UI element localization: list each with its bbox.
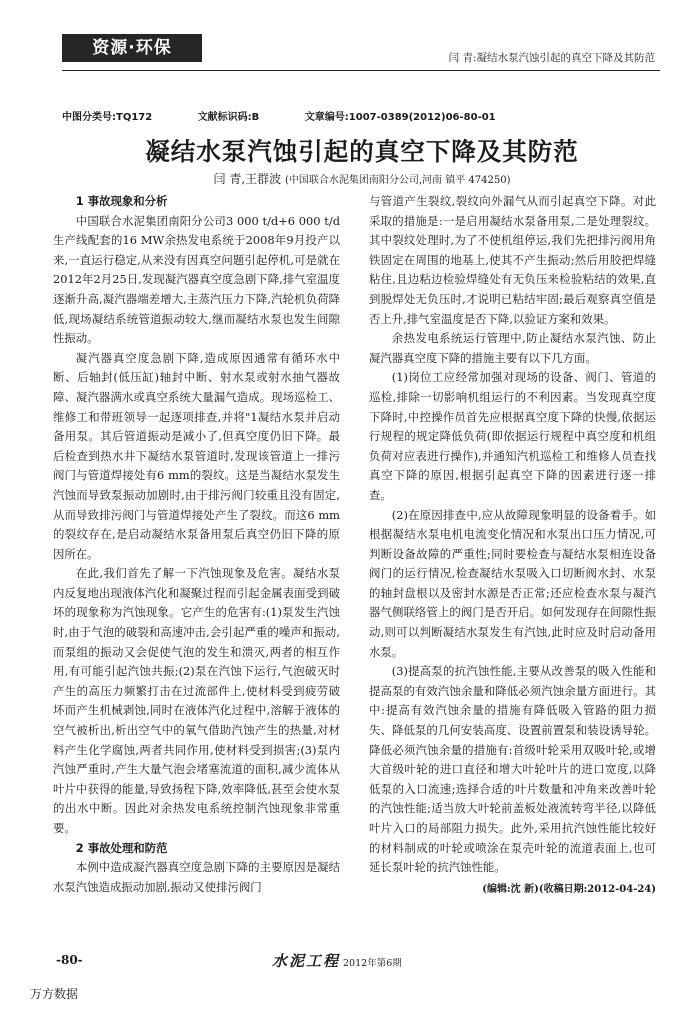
article-title: 凝结水泵汽蚀引起的真空下降及其防范 [145, 137, 579, 166]
paragraph: (1)岗位工应经常加强对现场的设备、阀门、管道的巡检,排除一切影响机组运行的不利因素。当发现真空度下降时,中控操作员首先应根据真空度下降的快慢,依据运行规程的规定降低负荷(即依据运行规程中真空度和机组负荷对应表进行操作),并通知汽机巡检工和维修人员查找真空下降的原因,根据引起真空下降的因素进行逐一排查。 [369, 370, 656, 502]
article-number: 文章编号:1007-0389(2012)06-80-01 [304, 112, 496, 123]
running-title: 闫 青:凝结水泵汽蚀引起的真空下降及其防范 [448, 52, 655, 64]
document-code: 文献标识码:B [197, 112, 260, 123]
paragraph: 在此,我们首先了解一下汽蚀现象及危害。凝结水泵内反复地出现液体汽化和凝聚过程而引起金属表面受到破坏的现象称为汽蚀现象。它产生的危害有:(1)泵发生汽蚀时,由于气泡的破裂和高速冲击,会引起严重的噪声和振动,而泵组的振动又会促使气泡的发生和溃灭,两者的相互作用,有可能引起汽蚀共振;(2)泵在汽蚀下运行,气泡破灭时产生的高压力频繁打击在过流部件上,使材料受到疲劳破坏而产生机械剥蚀,同时在液体汽化过程中,溶解于液体的空气被析出,析出空气中的氧气借助汽蚀产生的热量,对材料产生化学腐蚀,两者共同作用,使材料受到损害;(3)泵内汽蚀严重时,产生大量气泡会堵塞流道的面积,减少流体从叶片中获得的能量,导致扬程下降,效率降低,甚至会使水泵的出水中断。因此对余热发电系统控制汽蚀现象非常重要。 [53, 566, 340, 835]
section-2-heading: 2 事故处理和防范 [75, 840, 168, 855]
author-affiliation: (中国联合水泥集团南阳分公司,河南 镇平 474250) [284, 175, 511, 186]
paragraph: 凝汽器真空度急剧下降,造成原因通常有循环水中断、后轴封(低压缸)轴封中断、射水泵或射水抽气器故障、凝汽器满水或真空系统大量漏气造成。现场巡检工、维修工和带班领导一起逐项排查,并将"1凝结水泵并启动备用泵。其后管道振动是减小了,但真空度仍旧下降。最后检查到热水井下凝结水泵管道时,发现该管道上一排污阀门与管道焊接处有6 mm的裂纹。这是当凝结水泵发生汽蚀而导致泵振动加剧时,由于排污阀门较重且没有固定,从而导致排污阀门与管道焊接处产生了裂纹。而这6 mm的裂纹存在,是启动凝结水泵备用泵后真空仍旧下降的原因所在。 [53, 350, 340, 561]
paragraph: 本例中造成凝汽器真空度急剧下降的主要原因是凝结水泵汽蚀造成振动加剧,振动又使排污阀门 [53, 860, 340, 894]
author-names: 闫 青,王群波 [213, 172, 282, 186]
paragraph: 与管道产生裂纹,裂纹向外漏气从而引起真空下降。对此采取的措施是:一是启用凝结水泵备用泵,二是处理裂纹。其中裂纹处理时,为了不使机组停运,我们先把排污阀用角铁固定在周围的地基上,使其不产生振动;然后用胶把焊缝粘住,且边粘边检验焊缝处有无负压来检验粘结的效果,直到脱焊处无负压时,才说明已粘结牢固;最后观察真空值是否上升,排气室温度是否下降,以验证方案和效果。 [369, 194, 656, 326]
paragraph: 中国联合水泥集团南阳分公司3 000 t/d+6 000 t/d生产线配套的16 MW余热发电系统于2008年9月投产以来,一直运行稳定,从来没有因真空问题引起停机,可是就在2012年2月25日,发现凝汽器真空度急剧下降,排气室温度逐渐升高,凝汽器端差增大,主蒸汽压力下降,汽轮机负荷降低,现场凝结系统管道振动较大,继而凝结水泵也发生间隙性振动。 [53, 213, 340, 346]
author-line [62, 170, 662, 187]
section-tag: 资源·环保 [62, 34, 202, 62]
journal-name: 水泥工程 [272, 952, 341, 970]
page-number: -80- [56, 953, 83, 967]
paragraph: (3)提高泵的抗汽蚀性能,主要从改善泵的吸入性能和提高泵的有效汽蚀余量和降低必须汽蚀余量方面进行。其中:提高有效汽蚀余量的措施有降低吸入管路的阻力损失、降低泵的几何安装高度、设置前置泵和装设诱导轮。降低必须汽蚀余量的措施有:首级叶轮采用双吸叶轮,或增大首级叶轮的进口直径和增大叶轮叶片的进口宽度,以降低泵的入口流速;选择合适的叶片数量和冲角来改善叶轮的汽蚀性能;适当放大叶轮前盖板处液流转弯半径,以降低叶片入口的局部阻力损失。此外,采用抗汽蚀性能比较好的材料制成的叶轮或喷涂在泵壳叶轮的流道表面上,也可延长泵叶轮的抗汽蚀性能。 [369, 664, 656, 875]
classification-line [62, 108, 662, 123]
right-column [369, 192, 656, 899]
header-rule [62, 70, 660, 71]
clc-number: 中图分类号:TQ172 [62, 112, 153, 123]
source-watermark: 万方数据 [30, 987, 79, 1001]
section-1-heading: 1 事故现象和分析 [75, 194, 168, 208]
editor-note: (编辑:沈 新)(收稿日期:2012-04-24) [482, 883, 656, 895]
journal-footer [272, 950, 402, 971]
journal-issue: 2012年第6期 [343, 958, 402, 969]
paragraph: 余热发电系统运行管理中,防止凝结水泵汽蚀、防止凝汽器真空度下降的措施主要有以下几方面。 [369, 331, 656, 365]
paragraph: (2)在原因排查中,应从故障现象明显的设备着手。如根据凝结水泵电机电流变化情况和水泵出口压力情况,可判断设备故障的严重性;同时要检查与凝结水泵相连设备阀门的运行情况,检查凝结水泵吸入口切断阀水封、水泵的轴封盘根以及密封水源是否正常;还应检查水泵与凝汽器气侧联络管上的阀门是否开启。如何发现存在间隙性振动,则可以判断凝结水泵发生有汽蚀,此时应及时启动备用水泵。 [369, 507, 656, 659]
left-column [53, 192, 340, 897]
